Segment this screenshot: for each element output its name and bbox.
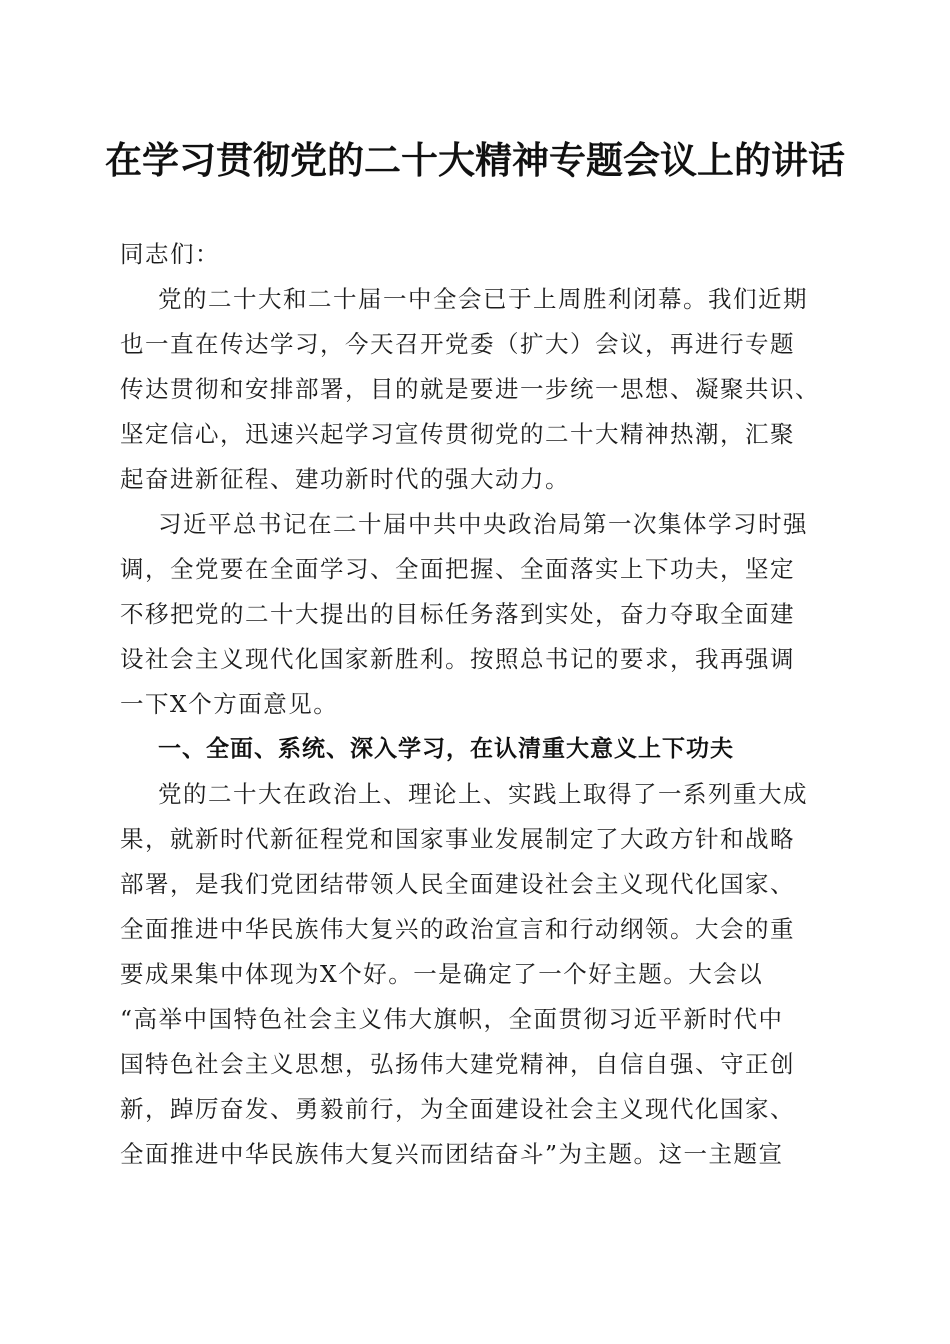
paragraph-line: 不移把党的二十大提出的目标任务落到实处，奋力夺取全面建 (120, 600, 795, 628)
paragraph-line: 一下X个方面意见。 (120, 690, 339, 718)
paragraph-line: 国特色社会主义思想，弘扬伟大建党精神，自信自强、守正创 (120, 1050, 795, 1078)
paragraph-line: 也一直在传达学习，今天召开党委（扩大）会议，再进行专题 (120, 330, 795, 358)
paragraph-line: 全面推进中华民族伟大复兴而团结奋斗”为主题。这一主题宣 (120, 1140, 784, 1168)
paragraph-line: 部署，是我们党团结带领人民全面建设社会主义现代化国家、 (120, 870, 795, 898)
salutation: 同志们： (120, 240, 220, 268)
paragraph-line: 党的二十大在政治上、理论上、实践上取得了一系列重大成 (158, 780, 808, 808)
paragraph-line: 果，就新时代新征程党和国家事业发展制定了大政方针和战略 (120, 825, 795, 853)
document-body (120, 232, 832, 1177)
paragraph-line: 传达贯彻和安排部署，目的就是要进一步统一思想、凝聚共识、 (120, 375, 820, 403)
paragraph-line: 习近平总书记在二十届中共中央政治局第一次集体学习时强 (158, 510, 808, 538)
paragraph-line: 调，全党要在全面学习、全面把握、全面落实上下功夫，坚定 (120, 555, 795, 583)
paragraph-line: “高举中国特色社会主义伟大旗帜，全面贯彻习近平新时代中 (120, 1005, 784, 1033)
document-title: 在学习贯彻党的二十大精神专题会议上的讲话 (105, 138, 845, 182)
paragraph-line: 起奋进新征程、建功新时代的强大动力。 (120, 465, 570, 493)
paragraph-line: 要成果集中体现为X个好。一是确定了一个好主题。大会以 (120, 960, 764, 988)
section-heading: 一、全面、系统、深入学习，在认清重大意义上下功夫 (158, 736, 734, 762)
paragraph-line: 坚定信心，迅速兴起学习宣传贯彻党的二十大精神热潮，汇聚 (120, 420, 795, 448)
paragraph-line: 党的二十大和二十届一中全会已于上周胜利闭幕。我们近期 (158, 285, 808, 313)
paragraph-line: 新，踔厉奋发、勇毅前行，为全面建设社会主义现代化国家、 (120, 1095, 795, 1123)
paragraph-line: 全面推进中华民族伟大复兴的政治宣言和行动纲领。大会的重 (120, 915, 795, 943)
paragraph-line: 设社会主义现代化国家新胜利。按照总书记的要求，我再强调 (120, 645, 795, 673)
